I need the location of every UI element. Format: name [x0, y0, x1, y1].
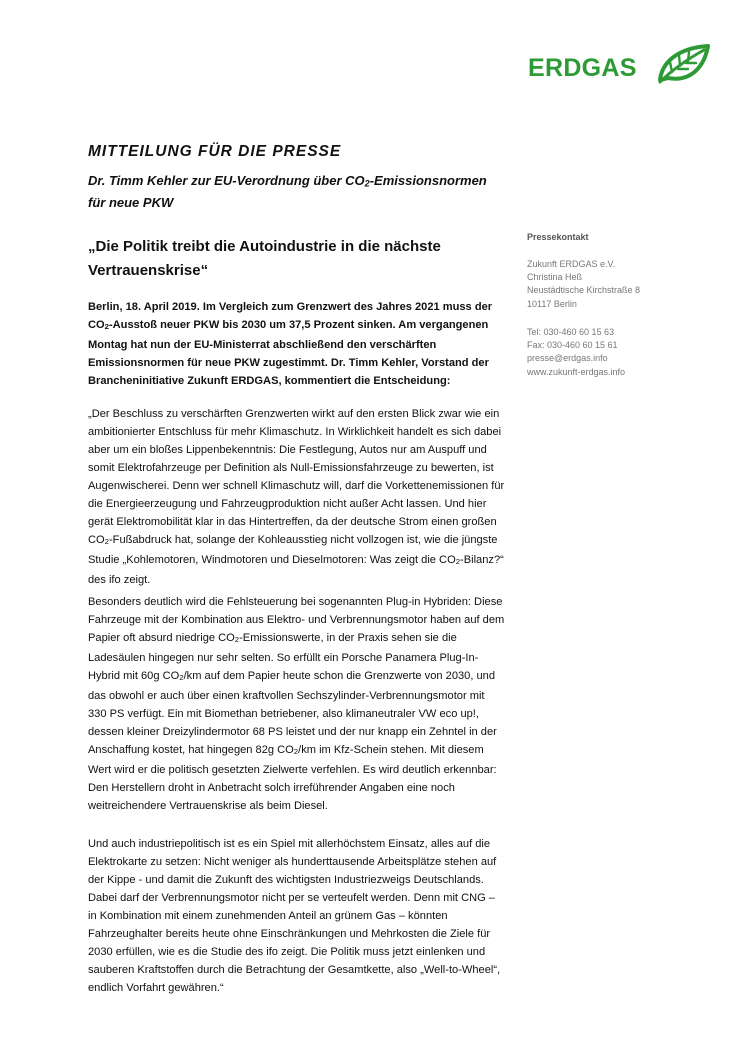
p2-text-d: /km im Kfz-Schein stehen. Mit diesem Wert wird er die politisch gesetzten Zielwerte verfehlen. Es wird deutlich erkennbar: Den Herstellern droht in Anbetracht solch irreführender Angaben eine noch weitreichendere Vertrauenskrise als beim Diesel.: [88, 744, 497, 813]
p2-subscript-3: 2: [293, 747, 299, 757]
p1-text-c: -Bilanz?“ des ifo zeigt.: [88, 554, 504, 587]
p2-subscript-1: 2: [234, 635, 240, 645]
p2-text-a: Besonders deutlich wird die Fehlsteuerung bei sogenannten Plug-in Hybriden: Diese Fahrzeuge mit der Kombination aus Elektro- und Verbrennungsmotor haben auf dem Papier oft absurd niedrige CO: [88, 596, 505, 644]
subject-line2: für neue PKW: [88, 195, 174, 211]
document-subject: [88, 171, 508, 212]
body-paragraph-2: [88, 593, 506, 815]
p1-text-b: -Fußabdruck hat, solange der Kohleausstieg nicht vollzogen ist, wie die jüngste Studie „Kohlemotoren, Windmotoren und Dieselmotoren: Was zeigt die CO: [88, 534, 498, 567]
subject-subscript: 2: [364, 178, 370, 189]
contact-title: Pressekontakt: [527, 232, 589, 242]
p1-subscript-2: 2: [455, 557, 461, 567]
p1-subscript-1: 2: [104, 537, 109, 547]
headline-line1: „Die Politik treibt die Autoindustrie in die nächste: [88, 238, 441, 255]
p2-text-c: /km auf dem Papier heute schon die Grenzwerte von 2030, und das obwohl er auch über einen kraftvollen Sechszylinder-Verbrennungsmotor mit 330 PS verfügt. Ein mit Biomethan betriebener, also klimaneutraler VW eco up!, dessen kleiner Dreizylindermotor 68 PS leistet und der nur knapp ein Zehntel in der Anschaffung kostet, hat hingegen 82g CO: [88, 670, 497, 757]
contact-web-link[interactable]: www.zukunft-erdgas.info: [527, 366, 626, 377]
brand-name: ERDGAS: [528, 54, 637, 82]
brand-logo: [528, 44, 710, 86]
contact-fax: Fax: 030-460 60 15 61: [527, 340, 618, 351]
p2-subscript-2: 2: [179, 673, 184, 683]
lead-subscript: 2: [104, 322, 109, 332]
contact-email-link[interactable]: presse@erdgas.info: [527, 353, 608, 364]
contact-channels: [527, 326, 687, 379]
contact-address: [527, 258, 687, 311]
headline: [88, 235, 488, 283]
lead-part1: Berlin, 18. April 2019. Im Vergleich zum Grenzwert des Jahres 2021 muss der CO: [88, 301, 493, 331]
p2-text-b: -Emissionswerte, in der Praxis sehen sie die Ladesäulen hingegen nur sehr selten. So erfüllt ein Porsche Panamera Plug-In-Hybrid mit 60g CO: [88, 632, 479, 683]
lead-paragraph: [88, 298, 506, 390]
body-paragraph-3: Und auch industriepolitisch ist es ein Spiel mit allerhöchstem Einsatz, alles auf die Elektrokarte zu setzen: Nicht weniger als hunderttausende Arbeitsplätze stehen auf der Kippe - und damit die Zukunft des wichtigsten Industriezweigs Deutschlands. Dabei darf der Verbrennungsmotor nicht per se verteufelt werden. Denn mit CNG – in Kombination mit einem zunehmenden Anteil an grünem Gas – könnten Fahrzeughalter bereits heute ohne Einschränkungen und Mehrkosten die Ziele für 2030 erfüllen, wie es die Studie des ifo zeigt. Die Politik muss jetzt einlenken und sauberen Kraftstoffen durch die Betrachtung der Gesamtkette, also „Well-to-Wheel“, endlich Vorfahrt gewähren.“: [88, 838, 501, 994]
lead-part2: -Ausstoß neuer PKW bis 2030 um 37,5 Prozent sinken. Am vergangenen Montag hat nun der EU-Ministerrat abschließend den verschärften Emissionsnormen für neue PKW zugestimmt. Dr. Timm Kehler, Vorstand der Brancheninitiative Zukunft ERDGAS, kommentiert die Entscheidung:: [88, 319, 489, 388]
contact-person: Christina Heß: [527, 272, 583, 283]
leaf-icon: [656, 44, 710, 84]
contact-city: 10117 Berlin: [527, 298, 577, 309]
subject-line1-prefix: Dr. Timm Kehler zur EU-Verordnung über CO: [88, 173, 365, 188]
subject-line1-suffix: -Emissionsnormen: [369, 173, 487, 188]
contact-street: Neustädtische Kirchstraße 8: [527, 285, 641, 296]
contact-org: Zukunft ERDGAS e.V.: [527, 259, 616, 269]
contact-tel: Tel: 030-460 60 15 63: [527, 327, 615, 337]
headline-line2: Vertrauenskrise“: [88, 262, 209, 279]
p1-text-a: „Der Beschluss zu verschärften Grenzwerten wirkt auf den ersten Blick zwar wie ein ambitionierter Entschluss für mehr Klimaschutz. In Wirklichkeit handelt es sich dabei aber um ein bloßes Lippenbekenntnis: Die Festlegung, Autos nur am Auspuff und somit Elektrofahrzeuge per Definition als Null-Emissionsfahrzeuge zu bewerten, ist Augenwischerei. Denn wer schnell Klimaschutz will, darf die Vorkettenemissionen für die Energieerzeugung und Fahrzeugproduktion nicht außer Acht lassen. Und hier gerät Elektromobilität klar in das Hintertreffen, da der deutsche Strom einen großen CO: [88, 408, 505, 546]
body-paragraph-1: [88, 405, 506, 589]
document-kicker: MITTEILUNG FÜR DIE PRESSE: [88, 143, 342, 160]
